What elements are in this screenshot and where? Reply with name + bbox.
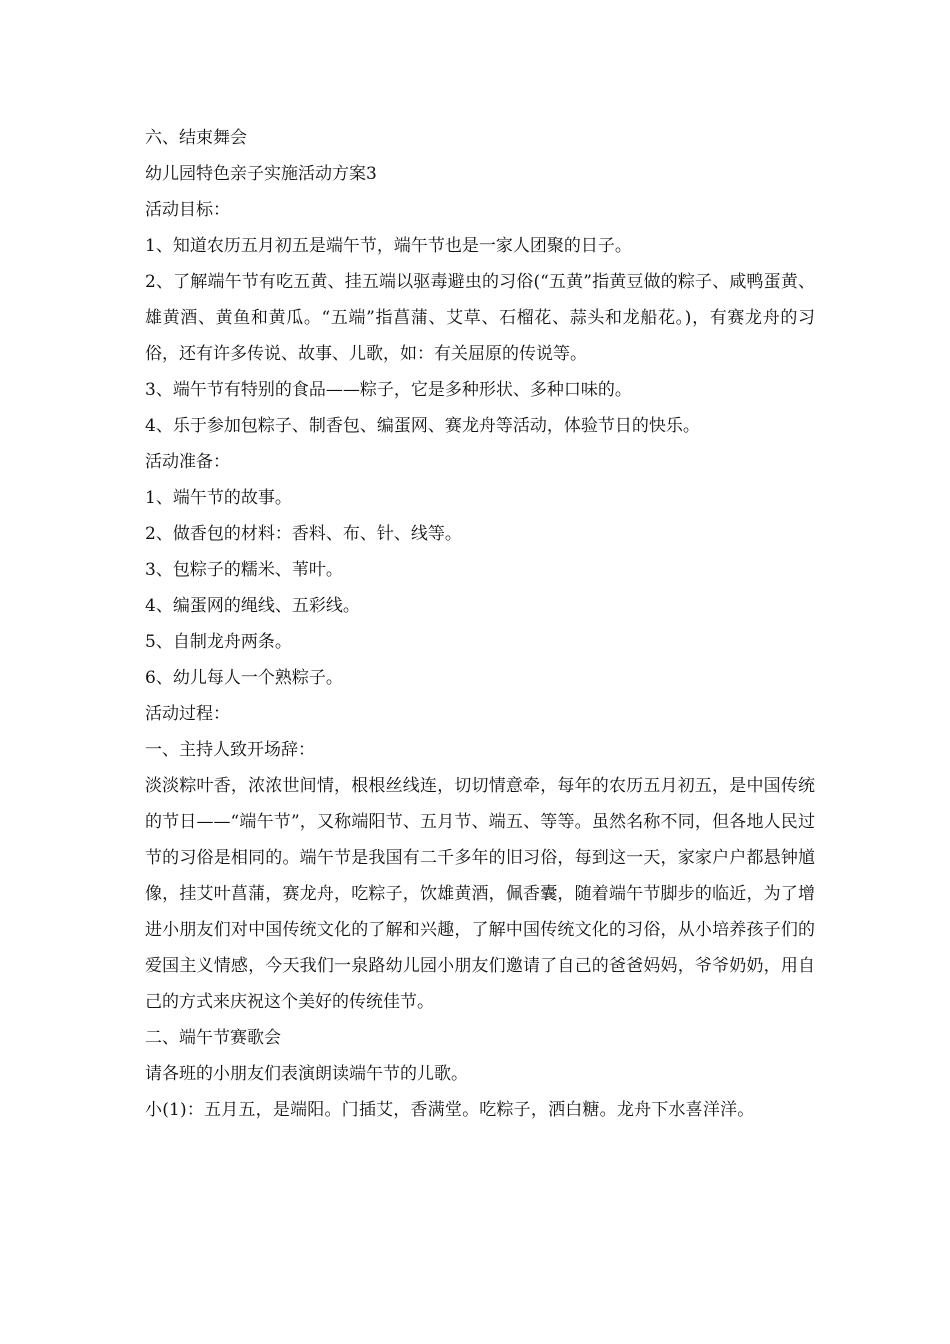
preparation-item-3: 3、包粽子的糯米、苇叶。 xyxy=(145,560,343,580)
preparation-item-5: 5、自制龙舟两条。 xyxy=(145,632,292,652)
nursery-rhyme-class-1: 小(1)：五月五，是端阳。门插艾，香满堂。吃粽子，洒白糖。龙舟下水喜洋洋。 xyxy=(145,1100,755,1120)
goal-item-2: 2、了解端午节有吃五黄、挂五端以驱毒避虫的习俗(“五黄”指黄豆做的粽子、咸鸭蛋黄、雄黄酒、黄鱼和黄瓜。“五端”指菖蒲、艾草、石榴花、蒜头和龙船花。)，有赛龙舟的习俗，还有许多传说、故事、儿歌，如：有关屈原的传说等。 xyxy=(145,272,815,364)
section-heading-closing-dance: 六、结束舞会 xyxy=(145,128,247,148)
goal-item-4: 4、乐于参加包粽子、制香包、编蛋网、赛龙舟等活动，体验节日的快乐。 xyxy=(145,416,700,436)
preparation-heading: 活动准备： xyxy=(145,452,230,472)
goal-item-3: 3、端午节有特别的食品——粽子，它是多种形状、多种口味的。 xyxy=(145,380,632,400)
goal-item-1: 1、知道农历五月初五是端午节，端午节也是一家人团聚的日子。 xyxy=(145,236,632,256)
plan-title: 幼儿园特色亲子实施活动方案3 xyxy=(145,164,377,184)
preparation-item-2: 2、做香包的材料：香料、布、针、线等。 xyxy=(145,524,462,544)
preparation-item-1: 1、端午节的故事。 xyxy=(145,488,292,508)
opening-remarks-heading: 一、主持人致开场辞： xyxy=(145,740,315,760)
goals-heading: 活动目标： xyxy=(145,200,230,220)
song-contest-instruction: 请各班的小朋友们表演朗读端午节的儿歌。 xyxy=(145,1064,468,1084)
song-contest-heading: 二、端午节赛歌会 xyxy=(145,1028,281,1048)
preparation-item-6: 6、幼儿每人一个熟粽子。 xyxy=(145,668,343,688)
process-heading: 活动过程： xyxy=(145,704,230,724)
document-body xyxy=(145,120,815,1128)
opening-remarks-paragraph: 淡淡粽叶香，浓浓世间情，根根丝线连，切切情意牵，每年的农历五月初五，是中国传统的节日——“端午节”，又称端阳节、五月节、端五、等等。虽然名称不同，但各地人民过节的习俗是相同的。端午节是我国有二千多年的旧习俗，每到这一天，家家户户都悬钟馗像，挂艾叶菖蒲，赛龙舟，吃粽子，饮雄黄酒，佩香囊，随着端午节脚步的临近，为了增进小朋友们对中国传统文化的了解和兴趣，了解中国传统文化的习俗，从小培养孩子们的爱国主义情感，今天我们一泉路幼儿园小朋友们邀请了自己的爸爸妈妈，爷爷奶奶，用自己的方式来庆祝这个美好的传统佳节。 xyxy=(145,776,815,1012)
preparation-item-4: 4、编蛋网的绳线、五彩线。 xyxy=(145,596,360,616)
